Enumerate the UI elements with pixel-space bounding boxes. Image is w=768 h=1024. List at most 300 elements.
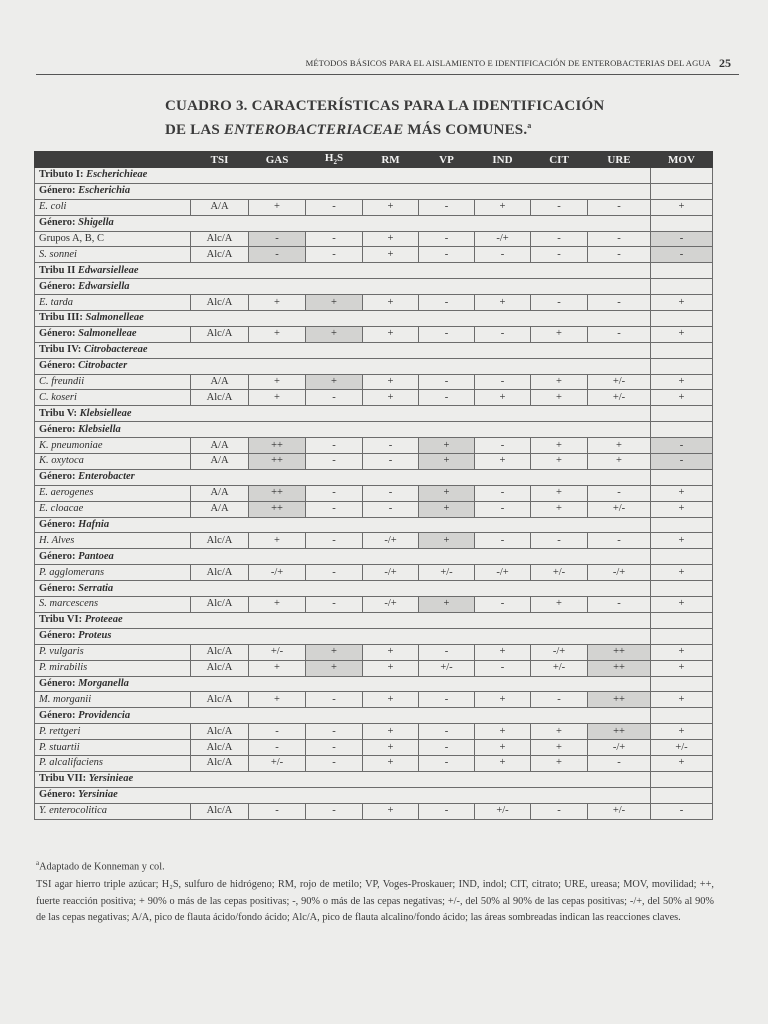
result-rm: + (363, 692, 419, 708)
result-rm: + (363, 326, 419, 342)
result-tsi: Alc/A (191, 597, 249, 613)
result-gas: ++ (249, 454, 306, 470)
result-tsi: Alc/A (191, 740, 249, 756)
table-title (165, 97, 604, 140)
taxon-group-row (35, 311, 713, 327)
taxon-rank: Género: (39, 360, 79, 372)
taxon-rank: Género: (39, 789, 79, 801)
table-header-row (35, 152, 713, 168)
result-mov: + (651, 565, 713, 581)
result-h2s: + (306, 326, 363, 342)
result-rm: -/+ (363, 533, 419, 549)
taxon-name: Yersiniae (78, 789, 118, 801)
taxon-name: Klebsiella (78, 423, 121, 435)
result-h2s: - (306, 597, 363, 613)
result-tsi: A/A (191, 199, 249, 215)
species-row (35, 644, 713, 660)
taxon-name: Citrobacter (78, 360, 128, 372)
header-corner (35, 152, 191, 168)
taxon-group-label (35, 549, 651, 565)
result-ure: +/- (588, 501, 651, 517)
result-gas: -/+ (249, 565, 306, 581)
species-row (35, 660, 713, 676)
result-vp: + (419, 485, 475, 501)
result-ind: + (475, 740, 531, 756)
result-tsi: Alc/A (191, 755, 249, 771)
result-mov: + (651, 533, 713, 549)
result-tsi: Alc/A (191, 660, 249, 676)
result-h2s: - (306, 485, 363, 501)
result-vp: - (419, 247, 475, 263)
result-gas: + (249, 374, 306, 390)
result-gas: +/- (249, 755, 306, 771)
column-header-h2s: $H_2S$ (306, 152, 363, 168)
taxon-rank: Tribu VII: (39, 773, 89, 785)
result-ure: - (588, 326, 651, 342)
column-header-gas: GAS (249, 152, 306, 168)
result-ind: - (475, 247, 531, 263)
taxon-group-label (35, 628, 651, 644)
species-name: H. Alves (35, 533, 191, 549)
result-cit: + (531, 485, 588, 501)
taxon-group-label (35, 612, 651, 628)
result-rm: + (363, 755, 419, 771)
taxon-rank: Género: (39, 630, 79, 642)
result-ure: -/+ (588, 740, 651, 756)
empty-cell (651, 517, 713, 533)
result-rm: + (363, 199, 419, 215)
table-body (35, 168, 713, 820)
taxon-group-row (35, 581, 713, 597)
result-vp: + (419, 454, 475, 470)
taxon-name: Escherichieae (86, 169, 148, 181)
result-ind: -/+ (475, 565, 531, 581)
taxon-group-row (35, 263, 713, 279)
result-mov: + (651, 374, 713, 390)
title-footnote-mark: a (527, 121, 532, 130)
result-vp: - (419, 755, 475, 771)
footnote-mark: a (36, 859, 40, 867)
result-ind: + (475, 755, 531, 771)
species-name: E. aerogenes (35, 485, 191, 501)
result-h2s: - (306, 533, 363, 549)
result-ure: - (588, 231, 651, 247)
result-cit: + (531, 438, 588, 454)
result-cit: - (531, 803, 588, 819)
empty-cell (651, 183, 713, 199)
taxon-rank: Género: (39, 582, 79, 594)
result-h2s: + (306, 660, 363, 676)
column-header-cit: CIT (531, 152, 588, 168)
result-ure: - (588, 247, 651, 263)
result-ind: - (475, 533, 531, 549)
result-h2s: - (306, 390, 363, 406)
column-header-ure: URE (588, 152, 651, 168)
taxon-group-row (35, 549, 713, 565)
taxon-group-row (35, 628, 713, 644)
taxon-group-row (35, 342, 713, 358)
result-ind: - (475, 374, 531, 390)
empty-cell (651, 263, 713, 279)
result-gas: ++ (249, 501, 306, 517)
result-ind: -/+ (475, 231, 531, 247)
taxon-group-row (35, 517, 713, 533)
taxon-group-label (35, 771, 651, 787)
empty-cell (651, 215, 713, 231)
species-row (35, 438, 713, 454)
result-ind: - (475, 485, 531, 501)
result-cit: - (531, 295, 588, 311)
taxon-group-label (35, 469, 651, 485)
result-vp: - (419, 390, 475, 406)
row-label (35, 326, 191, 342)
footnote-text: Adaptado de Konneman y col. (39, 861, 165, 873)
taxon-group-row (35, 168, 713, 184)
result-tsi: Alc/A (191, 803, 249, 819)
result-mov: + (651, 326, 713, 342)
result-gas: + (249, 597, 306, 613)
taxon-group-row (35, 771, 713, 787)
result-mov: + (651, 597, 713, 613)
result-gas: - (249, 231, 306, 247)
result-tsi: Alc/A (191, 295, 249, 311)
result-tsi: Alc/A (191, 565, 249, 581)
taxon-name: Salmonelleae (85, 312, 144, 324)
taxon-name: Edwarsiella (78, 280, 130, 292)
taxon-name: Yersinieae (88, 773, 134, 785)
result-tsi: A/A (191, 501, 249, 517)
taxon-group-label (35, 517, 651, 533)
empty-cell (651, 549, 713, 565)
taxon-group-label (35, 215, 651, 231)
result-mov: + (651, 485, 713, 501)
result-ure: -/+ (588, 565, 651, 581)
empty-cell (651, 279, 713, 295)
result-mov: + (651, 199, 713, 215)
taxon-group-label (35, 422, 651, 438)
result-vp: +/- (419, 660, 475, 676)
taxon-group-row (35, 469, 713, 485)
result-rm: - (363, 501, 419, 517)
identification-table (34, 151, 713, 820)
result-vp: - (419, 295, 475, 311)
result-vp: - (419, 803, 475, 819)
species-row (35, 485, 713, 501)
empty-cell (651, 311, 713, 327)
result-mov: - (651, 454, 713, 470)
result-gas: - (249, 803, 306, 819)
result-gas: - (249, 724, 306, 740)
result-cit: + (531, 501, 588, 517)
result-tsi: A/A (191, 485, 249, 501)
taxon-group-label (35, 311, 651, 327)
species-name: E. cloacae (35, 501, 191, 517)
taxon-name: Enterobacter (78, 471, 135, 483)
result-gas: + (249, 692, 306, 708)
result-ure: ++ (588, 692, 651, 708)
result-gas: + (249, 660, 306, 676)
empty-cell (651, 676, 713, 692)
taxon-rank: Género: (39, 280, 79, 292)
result-tsi: Alc/A (191, 692, 249, 708)
taxon-group-row (35, 676, 713, 692)
result-h2s: - (306, 692, 363, 708)
result-tsi: A/A (191, 438, 249, 454)
result-cit: +/- (531, 660, 588, 676)
result-ind: + (475, 295, 531, 311)
taxon-group-row (35, 612, 713, 628)
species-name: S. marcescens (35, 597, 191, 613)
result-ure: - (588, 485, 651, 501)
result-mov: + (651, 755, 713, 771)
species-row (35, 533, 713, 549)
taxon-group-label (35, 279, 651, 295)
result-h2s: - (306, 740, 363, 756)
taxon-name: Edwarsielleae (77, 264, 139, 276)
result-tsi: Alc/A (191, 326, 249, 342)
result-ind: - (475, 326, 531, 342)
result-gas: - (249, 247, 306, 263)
result-rm: + (363, 740, 419, 756)
taxon-group-row (35, 279, 713, 295)
result-ure: - (588, 755, 651, 771)
result-tsi: A/A (191, 454, 249, 470)
empty-cell (651, 787, 713, 803)
taxon-group-label (35, 581, 651, 597)
result-mov: - (651, 247, 713, 263)
species-row (35, 565, 713, 581)
result-ure: +/- (588, 390, 651, 406)
result-cit: - (531, 247, 588, 263)
taxon-rank: Tribu IV: (39, 344, 84, 356)
result-ind: - (475, 660, 531, 676)
taxon-name: Salmonelleae (78, 328, 137, 340)
result-rm: + (363, 231, 419, 247)
result-gas: + (249, 390, 306, 406)
result-h2s: - (306, 438, 363, 454)
taxon-group-label (35, 708, 651, 724)
title-prefix: DE LAS (165, 122, 224, 138)
running-header: MÉTODOS BÁSICOS PARA EL AISLAMIENTO E IDENTIFICACIÓN DE ENTEROBACTERIAS DEL AGUA (305, 58, 711, 68)
result-rm: + (363, 724, 419, 740)
taxon-rank: Género: (39, 550, 79, 562)
taxon-rank: Género: (39, 709, 79, 721)
taxon-group-label (35, 406, 651, 422)
result-mov: + (651, 390, 713, 406)
result-rm: -/+ (363, 565, 419, 581)
result-mov: + (651, 501, 713, 517)
result-rm: - (363, 454, 419, 470)
taxon-name: Citrobactereae (83, 344, 148, 356)
species-name: E. tarda (35, 295, 191, 311)
result-vp: - (419, 724, 475, 740)
taxon-name: Proteus (78, 630, 112, 642)
species-name: S. sonnei (35, 247, 191, 263)
species-row (35, 295, 713, 311)
result-gas: + (249, 295, 306, 311)
result-mov: + (651, 660, 713, 676)
result-h2s: + (306, 295, 363, 311)
result-h2s: - (306, 724, 363, 740)
result-gas: + (249, 326, 306, 342)
taxon-group-row (35, 406, 713, 422)
result-h2s: - (306, 199, 363, 215)
result-h2s: + (306, 374, 363, 390)
species-name: P. rettgeri (35, 724, 191, 740)
taxon-group-label (35, 263, 651, 279)
empty-cell (651, 628, 713, 644)
result-tsi: Alc/A (191, 644, 249, 660)
taxon-rank: Género: (39, 328, 79, 340)
result-vp: - (419, 231, 475, 247)
result-vp: + (419, 438, 475, 454)
result-tsi: Alc/A (191, 533, 249, 549)
result-rm: + (363, 644, 419, 660)
empty-cell (651, 612, 713, 628)
result-cit: +/- (531, 565, 588, 581)
species-row (35, 724, 713, 740)
result-h2s: - (306, 454, 363, 470)
species-name: C. freundii (35, 374, 191, 390)
taxon-group-label (35, 787, 651, 803)
result-cit: + (531, 326, 588, 342)
taxon-rank: Género: (39, 519, 79, 531)
empty-cell (651, 342, 713, 358)
taxon-group-label (35, 358, 651, 374)
taxon-rank: Tribu VI: (39, 614, 85, 626)
result-ure: - (588, 199, 651, 215)
species-name: P. vulgaris (35, 644, 191, 660)
species-row (35, 803, 713, 819)
result-cit: + (531, 724, 588, 740)
result-cit: - (531, 231, 588, 247)
taxon-rank: Género: (39, 471, 79, 483)
result-cit: + (531, 755, 588, 771)
result-ure: + (588, 454, 651, 470)
species-row (35, 390, 713, 406)
species-name: P. mirabilis (35, 660, 191, 676)
taxon-rank: Tributo I: (39, 169, 87, 181)
result-rm: + (363, 390, 419, 406)
taxon-group-label (35, 342, 651, 358)
result-cit: + (531, 390, 588, 406)
result-vp: + (419, 533, 475, 549)
result-cit: + (531, 597, 588, 613)
result-ure: - (588, 597, 651, 613)
taxon-name: Escherichia (78, 185, 131, 197)
title-line-1: CUADRO 3. CARACTERÍSTICAS PARA LA IDENTIFICACIÓN (165, 98, 605, 114)
species-name: Grupos A, B, C (35, 231, 191, 247)
result-cit: - (531, 533, 588, 549)
header-rule (36, 74, 739, 75)
page-number: 25 (719, 56, 731, 70)
result-rm: + (363, 803, 419, 819)
result-ind: + (475, 692, 531, 708)
result-rm: -/+ (363, 597, 419, 613)
column-header-ind: IND (475, 152, 531, 168)
taxon-name: Morganella (78, 677, 129, 689)
result-vp: + (419, 501, 475, 517)
title-line-2 (165, 116, 604, 140)
species-name: K. oxytoca (35, 454, 191, 470)
result-cit: + (531, 740, 588, 756)
result-mov: + (651, 724, 713, 740)
species-row (35, 247, 713, 263)
taxon-name: Serratia (78, 582, 114, 594)
result-cit: + (531, 454, 588, 470)
result-ind: - (475, 501, 531, 517)
abbreviations-legend: TSI agar hierro triple azúcar; H₂S, sulfuro de hidrógeno; RM, rojo de metilo; VP, Voges-Proskauer; IND, indol; CIT, citrato; URE, ureasa; MOV, movilidad; ++, fuerte reacción positiva; + 90% o más de las cepas positivas; -, 90% o más de las cepas negativas; +/-, del 50% al 90% de las cepas positivas; -/+, del 50% al 90% de las cepas negativas; A/A, pico de flauta ácido/fondo ácido; Alc/A, pico de flauta alcalino/fondo ácido; las áreas sombreadas indican las reacciones claves. (36, 879, 714, 924)
result-ind: - (475, 597, 531, 613)
empty-cell (651, 469, 713, 485)
taxon-name: Pantoea (78, 550, 114, 562)
empty-cell (651, 358, 713, 374)
result-cit: + (531, 374, 588, 390)
column-header-mov: MOV (651, 152, 713, 168)
taxon-rank: Género: (39, 677, 79, 689)
result-ind: + (475, 644, 531, 660)
result-tsi: A/A (191, 374, 249, 390)
species-row (35, 231, 713, 247)
result-gas: - (249, 740, 306, 756)
empty-cell (651, 422, 713, 438)
result-vp: + (419, 597, 475, 613)
result-h2s: - (306, 501, 363, 517)
species-name: M. morganii (35, 692, 191, 708)
result-vp: - (419, 374, 475, 390)
result-gas: + (249, 533, 306, 549)
species-name: C. koseri (35, 390, 191, 406)
result-mov: - (651, 438, 713, 454)
result-ure: +/- (588, 803, 651, 819)
result-vp: - (419, 326, 475, 342)
taxon-group-row (35, 787, 713, 803)
result-h2s: - (306, 247, 363, 263)
result-ure: + (588, 438, 651, 454)
title-family: ENTEROBACTERIACEAE (223, 122, 404, 138)
taxon-rank: Tribu V: (39, 407, 80, 419)
taxon-name: Klebsielleae (79, 407, 132, 419)
result-ind: + (475, 724, 531, 740)
empty-cell (651, 168, 713, 184)
result-gas: ++ (249, 485, 306, 501)
taxon-group-row (35, 215, 713, 231)
title-suffix: MÁS COMUNES. (403, 122, 528, 138)
taxon-group-label (35, 168, 651, 184)
result-vp: - (419, 199, 475, 215)
species-row (35, 374, 713, 390)
taxon-group-row (35, 708, 713, 724)
table-notes (36, 855, 714, 927)
result-vp: - (419, 740, 475, 756)
column-header-rm: RM (363, 152, 419, 168)
result-mov: - (651, 803, 713, 819)
result-rm: - (363, 485, 419, 501)
result-mov: + (651, 295, 713, 311)
result-mov: + (651, 644, 713, 660)
taxon-name: Hafnia (78, 519, 110, 531)
result-ure: - (588, 533, 651, 549)
result-mov: +/- (651, 740, 713, 756)
result-gas: +/- (249, 644, 306, 660)
result-cit: - (531, 692, 588, 708)
species-name: P. stuartii (35, 740, 191, 756)
result-h2s: - (306, 565, 363, 581)
result-gas: ++ (249, 438, 306, 454)
result-cit: - (531, 199, 588, 215)
result-ure: +/- (588, 374, 651, 390)
taxon-name: Providencia (78, 709, 131, 721)
